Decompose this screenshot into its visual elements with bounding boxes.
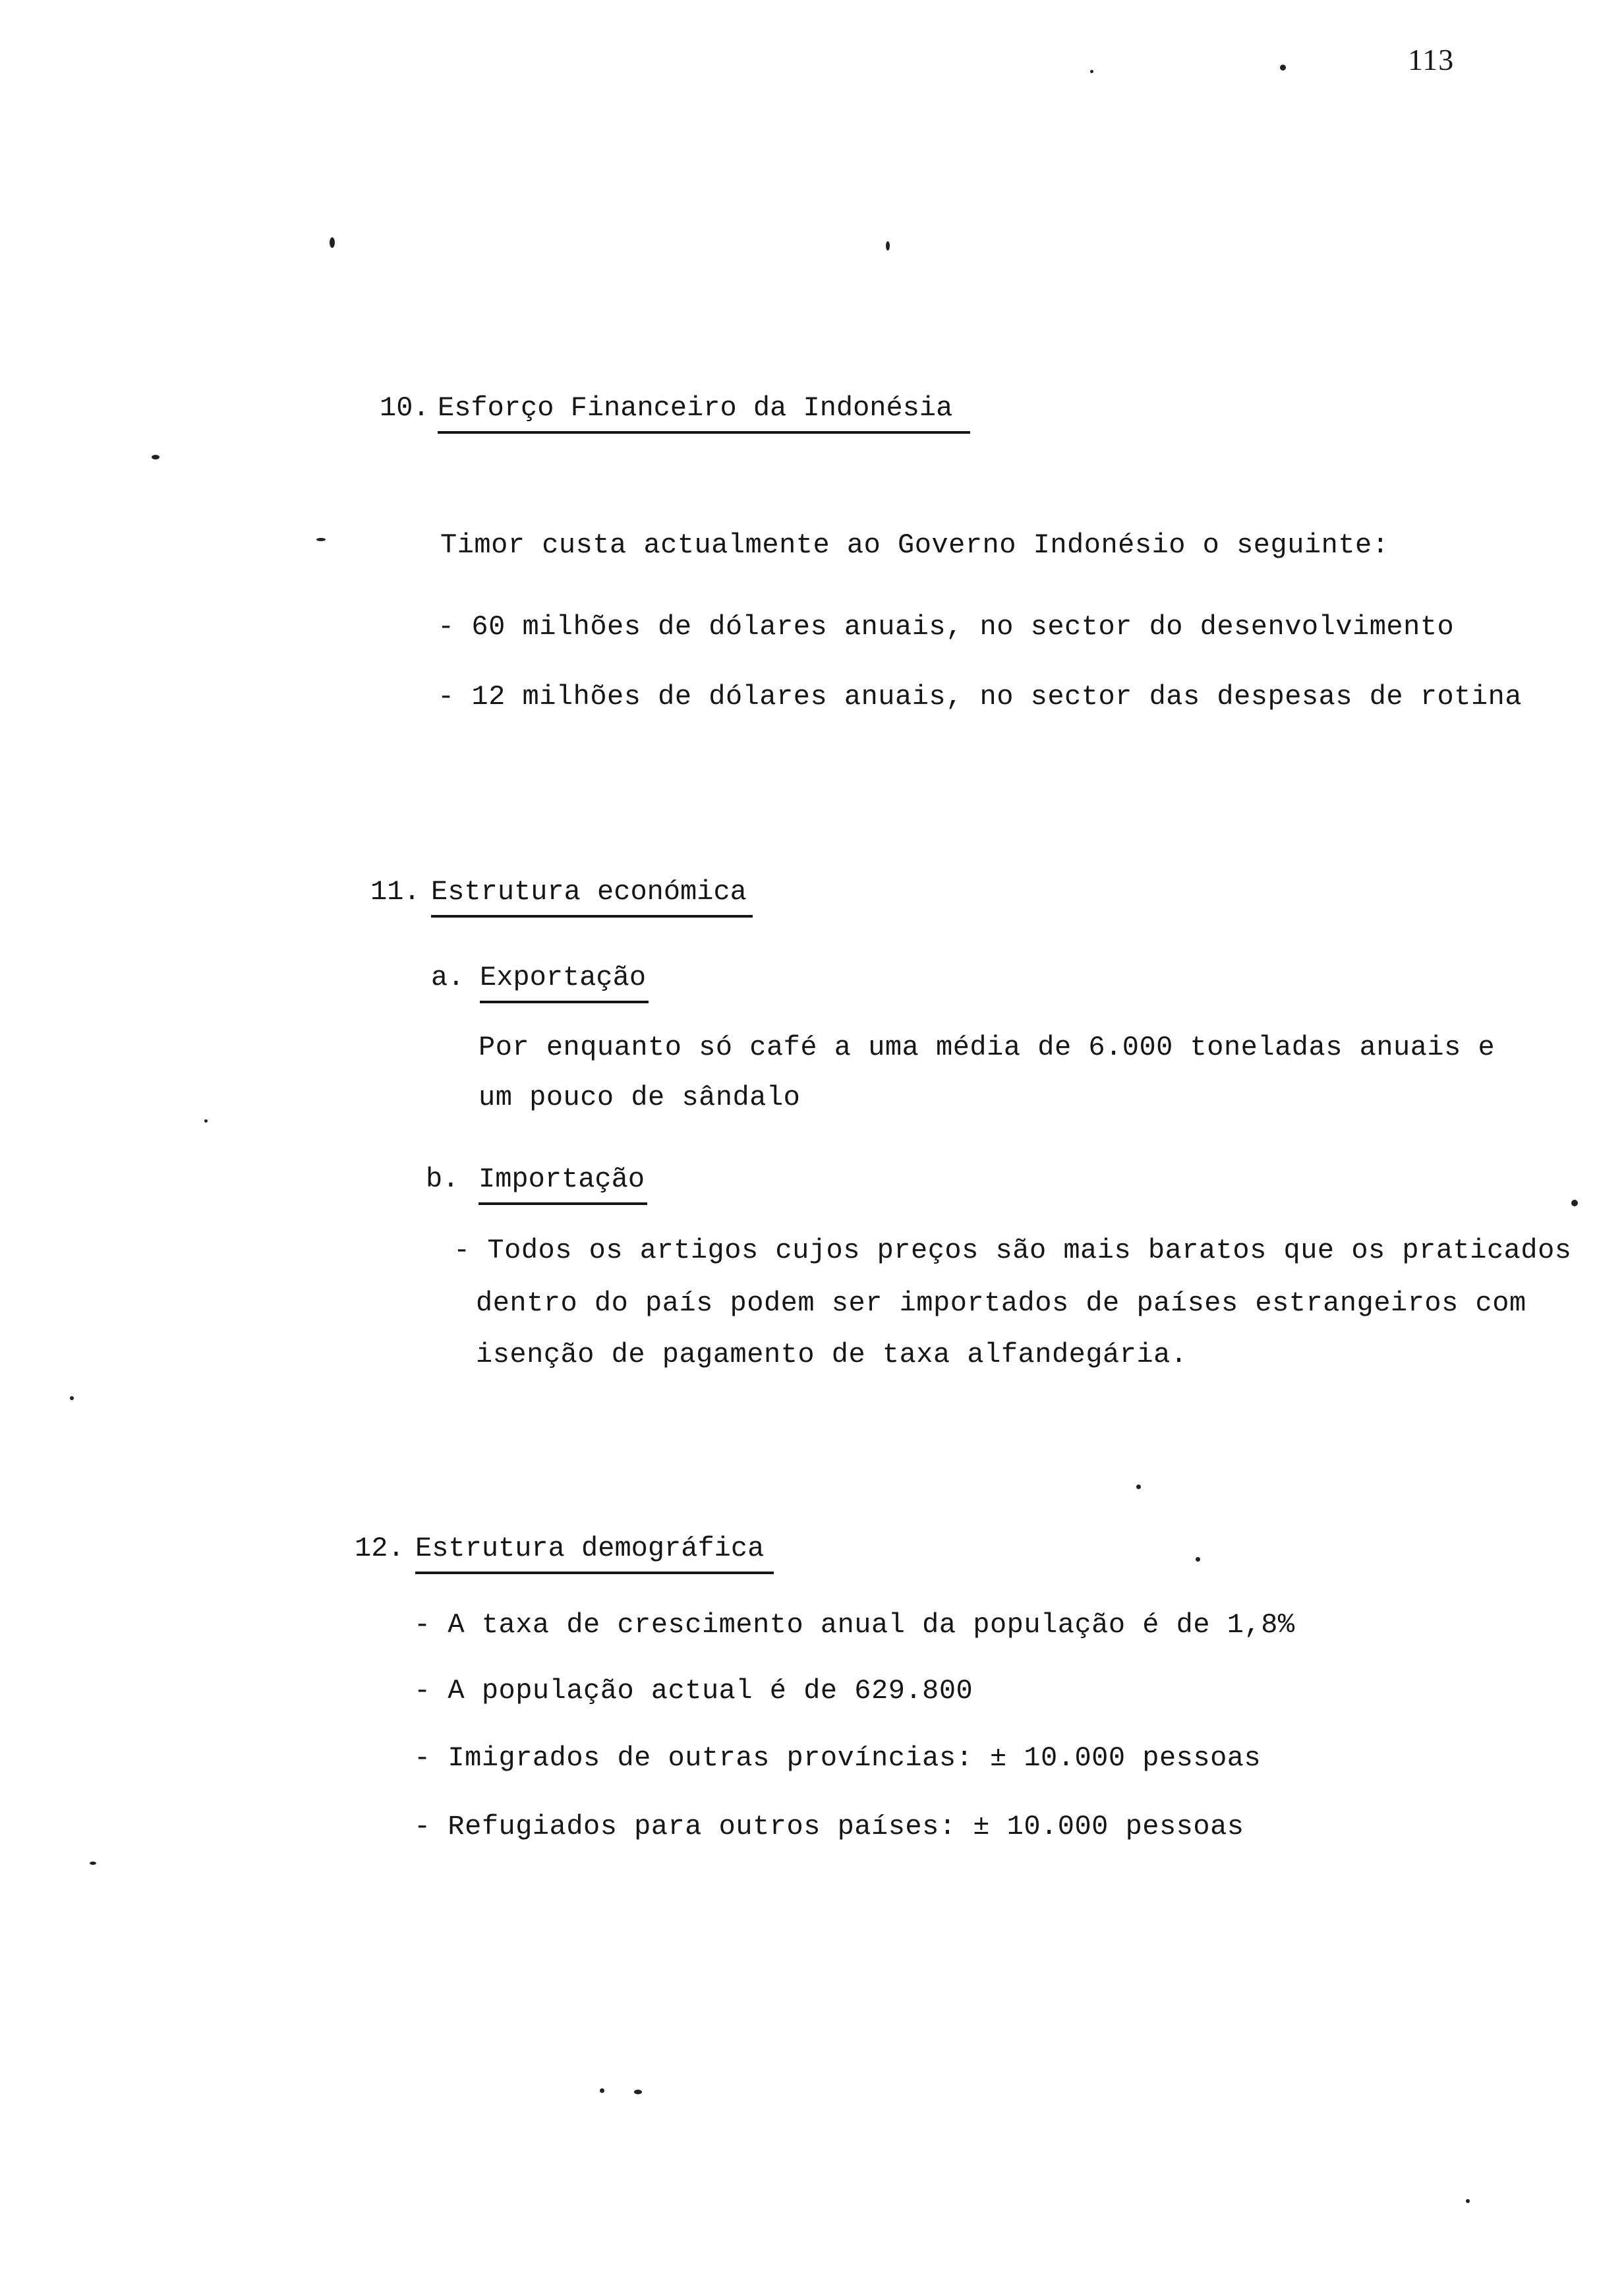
subsection-a-letter: a. [431, 962, 465, 993]
section-11-title: Estrutura económica [431, 878, 753, 918]
section-10-intro: Timor custa actualmente ao Governo Indonésio o seguinte: [440, 529, 1389, 561]
section-10-number: 10. [380, 392, 430, 424]
demography-bullet-3: - Imigrados de outras províncias: ± 10.000 pessoas [414, 1742, 1262, 1774]
import-line-1: - Todos os artigos cujos preços são mais baratos que os praticados [453, 1235, 1572, 1266]
export-line-2: um pouco de sândalo [478, 1082, 801, 1113]
subsection-b-title: Importação [478, 1165, 647, 1205]
demography-bullet-4: - Refugiados para outros países: ± 10.000 pessoas [414, 1811, 1244, 1842]
scan-speck [90, 1862, 96, 1865]
scan-speck [634, 2090, 642, 2094]
scan-speck [1466, 2199, 1470, 2203]
scan-speck [316, 538, 326, 541]
section-12-number: 12. [355, 1533, 405, 1564]
scan-speck [330, 237, 335, 248]
demography-bullet-1: - A taxa de crescimento anual da população é de 1,8% [414, 1609, 1295, 1641]
scan-speck [204, 1119, 208, 1123]
scan-speck [152, 455, 160, 459]
page-number: 113 [1408, 43, 1455, 76]
scan-speck [1136, 1485, 1141, 1489]
scan-speck [1196, 1557, 1200, 1562]
scan-speck [1280, 65, 1286, 71]
scan-speck [1090, 70, 1093, 73]
scan-speck [70, 1396, 74, 1400]
section-10-bullet-2: - 12 milhões de dólares anuais, no sector das despesas de rotina [438, 681, 1522, 713]
section-12-title: Estrutura demográfica [415, 1535, 774, 1574]
subsection-a-title: Exportação [480, 964, 649, 1003]
scan-speck [600, 2088, 604, 2093]
section-10-bullet-1: - 60 milhões de dólares anuais, no sector do desenvolvimento [438, 611, 1455, 643]
import-line-2: dentro do país podem ser importados de países estrangeiros com [476, 1287, 1526, 1319]
demography-bullet-2: - A população actual é de 629.800 [414, 1675, 973, 1707]
import-line-3: isenção de pagamento de taxa alfandegária. [476, 1339, 1188, 1370]
section-10-title: Esforço Financeiro da Indonésia [438, 394, 970, 434]
subsection-b-letter: b. [426, 1163, 459, 1195]
export-line-1: Por enquanto só café a uma média de 6.000 toneladas anuais e [478, 1032, 1495, 1063]
scan-speck [886, 241, 890, 250]
scan-speck [1571, 1200, 1578, 1206]
section-11-number: 11. [370, 876, 420, 908]
